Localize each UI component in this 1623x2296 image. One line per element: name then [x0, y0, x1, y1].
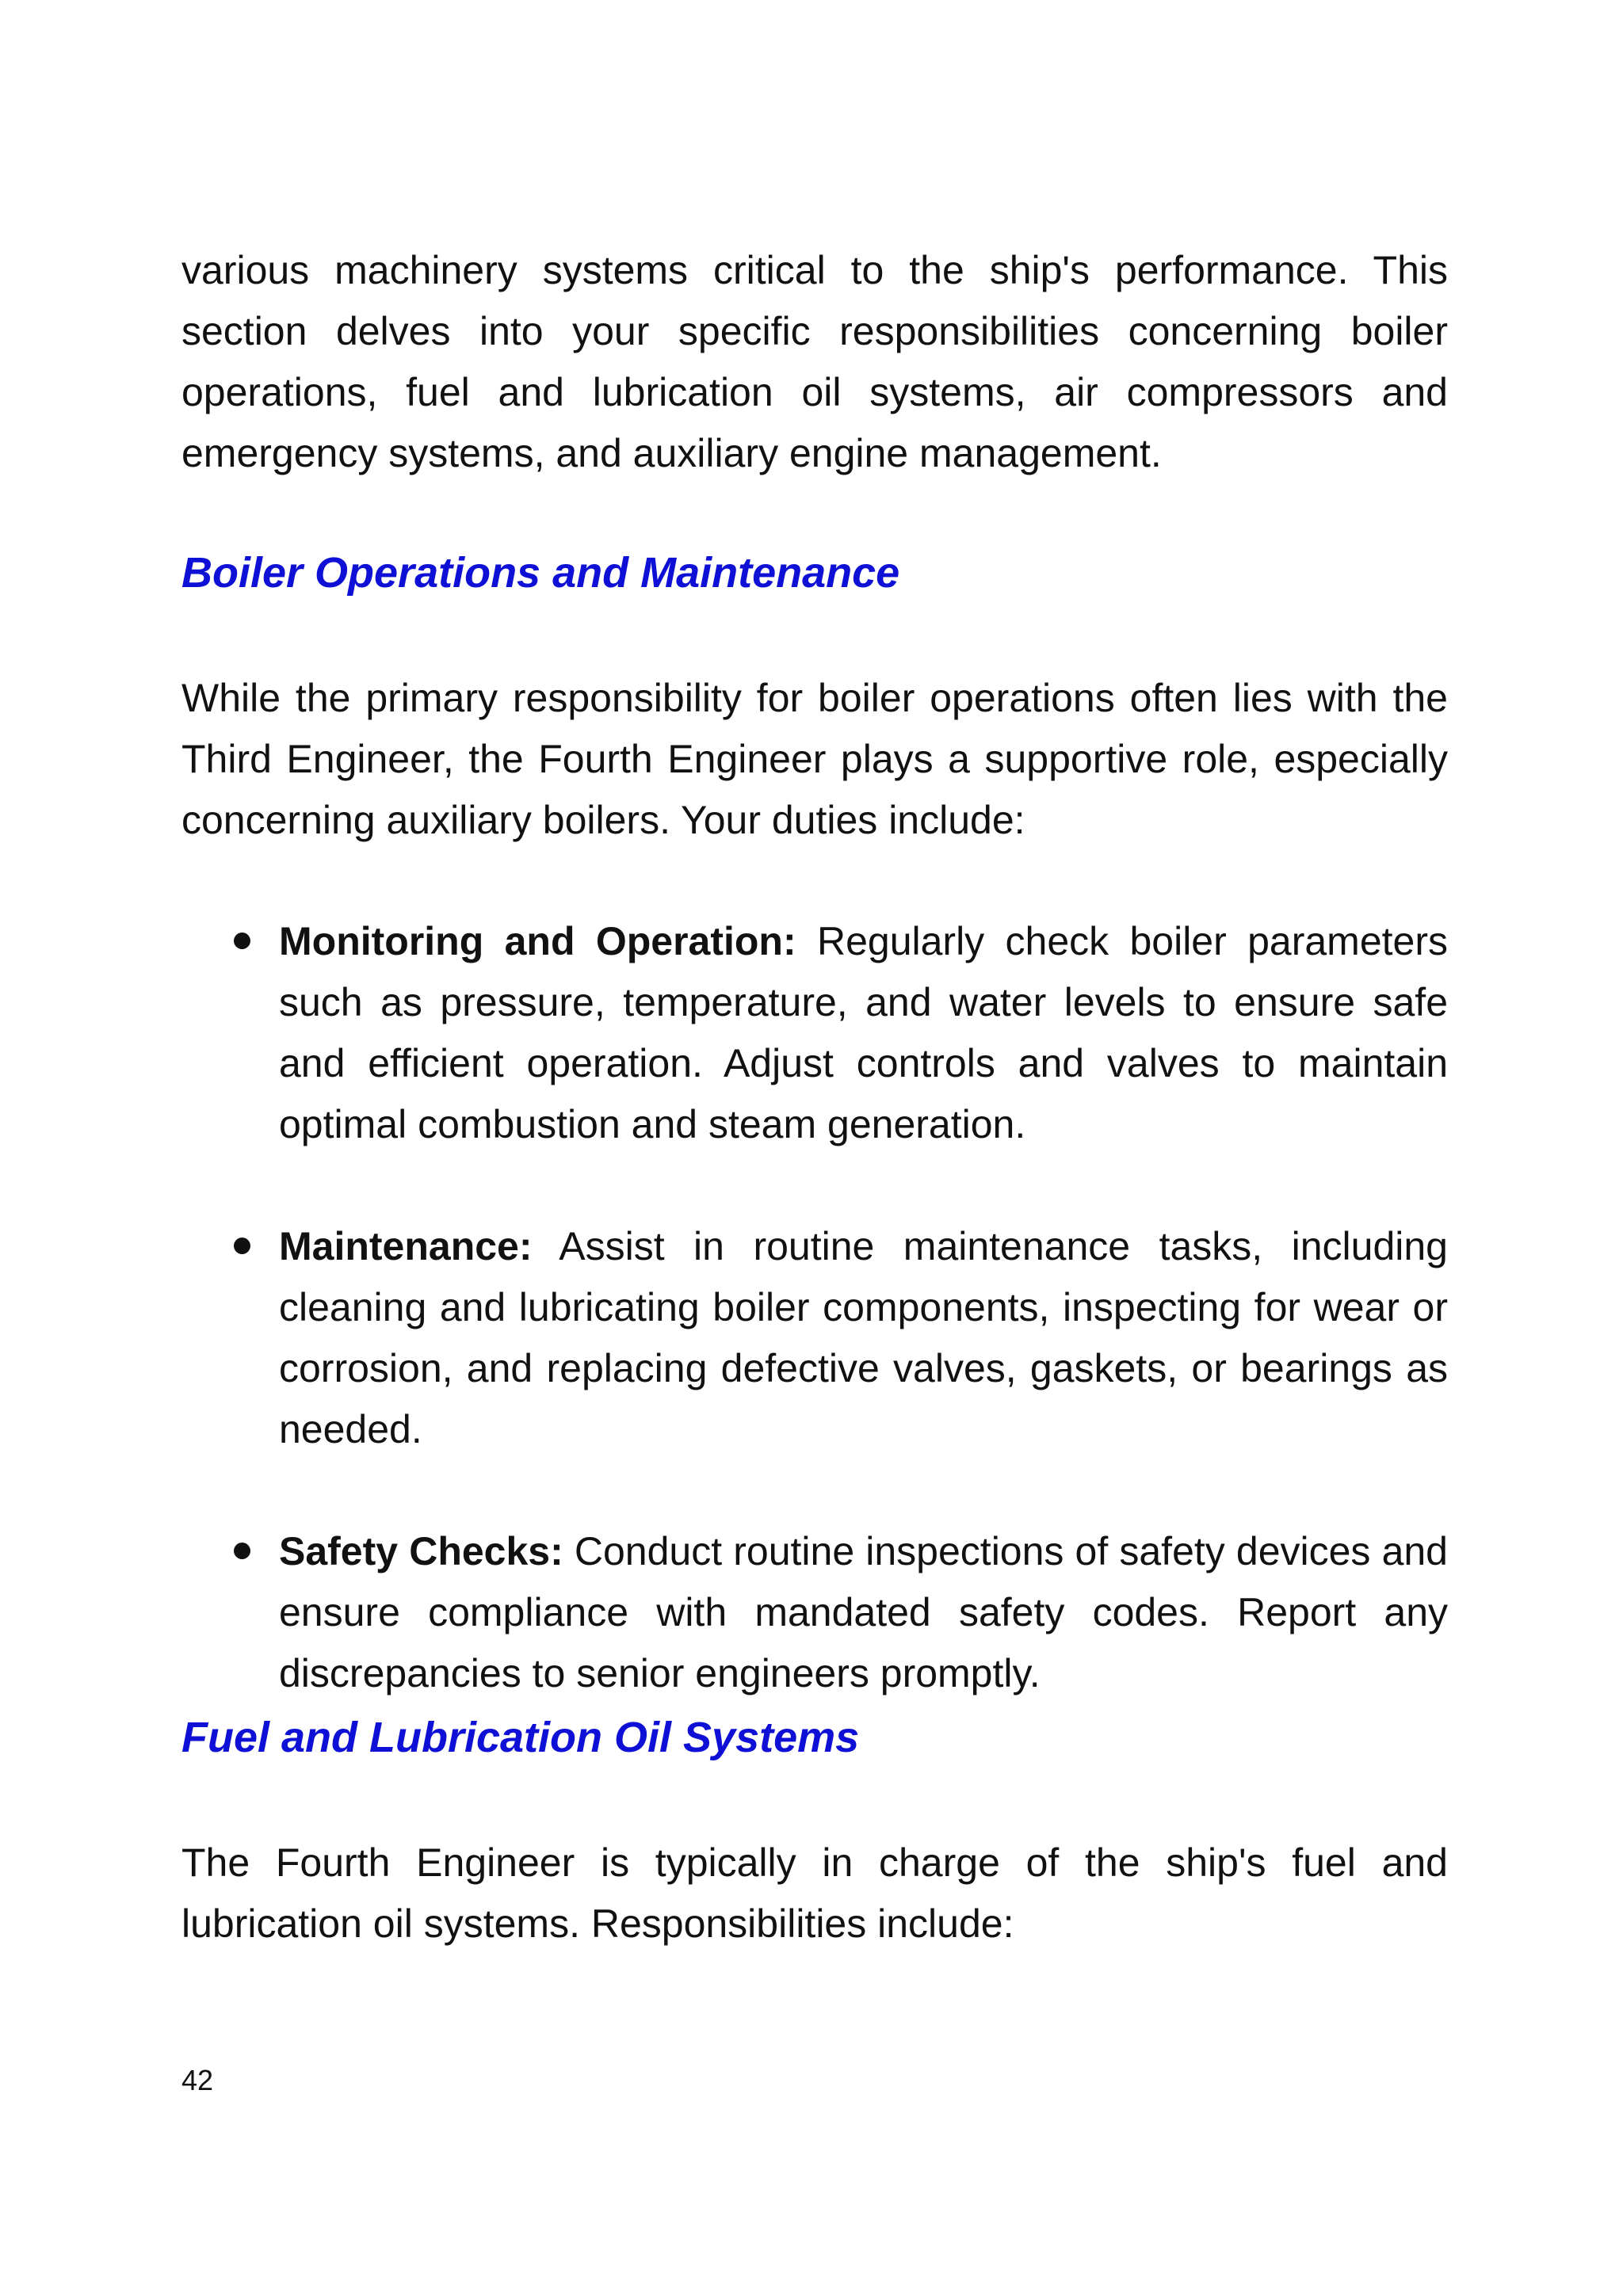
list-item — [181, 1216, 1448, 1460]
list-item-title: Monitoring and Operation: — [279, 919, 796, 963]
boiler-section-heading: Boiler Operations and Maintenance — [181, 549, 900, 597]
page-number: 42 — [181, 2064, 214, 2096]
boiler-duties-list — [181, 911, 1448, 1704]
boiler-intro-paragraph: While the primary responsibility for boiler operations often lies with the Third Engineer, the Fourth Engineer plays a supportive role, especially concerning auxiliary boilers. Your duties include: — [181, 676, 1448, 842]
bullet-icon — [234, 1543, 250, 1559]
list-item-description: Regularly check boiler parameters such as pressure, temperature, and water levels to ensure safe and efficient operation. Adjust controls and valves to maintain optimal combustion and steam generation. — [279, 919, 1448, 1146]
list-item-title: Safety Checks: — [279, 1529, 563, 1573]
intro-paragraph: various machinery systems critical to the ship's performance. This section delves into your specific responsibilities concerning boiler operations, fuel and lubrication oil systems, air compressors and emergency systems, and auxiliary engine management. — [181, 248, 1448, 475]
fuel-section-heading: Fuel and Lubrication Oil Systems — [181, 1714, 860, 1761]
list-item-text — [279, 1216, 1448, 1460]
fuel-intro-paragraph: The Fourth Engineer is typically in charge of the ship's fuel and lubrication oil systems. Responsibilities include: — [181, 1840, 1448, 1946]
list-item-title: Maintenance: — [279, 1224, 533, 1268]
list-item-text — [279, 911, 1448, 1155]
bullet-icon — [234, 933, 250, 949]
list-item — [181, 1521, 1448, 1704]
page-content — [181, 240, 1448, 1955]
list-item — [181, 911, 1448, 1155]
list-item-text — [279, 1521, 1448, 1704]
list-item-description: Assist in routine maintenance tasks, including cleaning and lubricating boiler components, inspecting for wear or corrosion, and replacing defective valves, gaskets, or bearings as needed. — [279, 1224, 1448, 1451]
bullet-icon — [234, 1238, 250, 1254]
list-item-description: Conduct routine inspections of safety devices and ensure compliance with mandated safety codes. Report any discrepancies to senior engineers promptly. — [279, 1529, 1448, 1695]
